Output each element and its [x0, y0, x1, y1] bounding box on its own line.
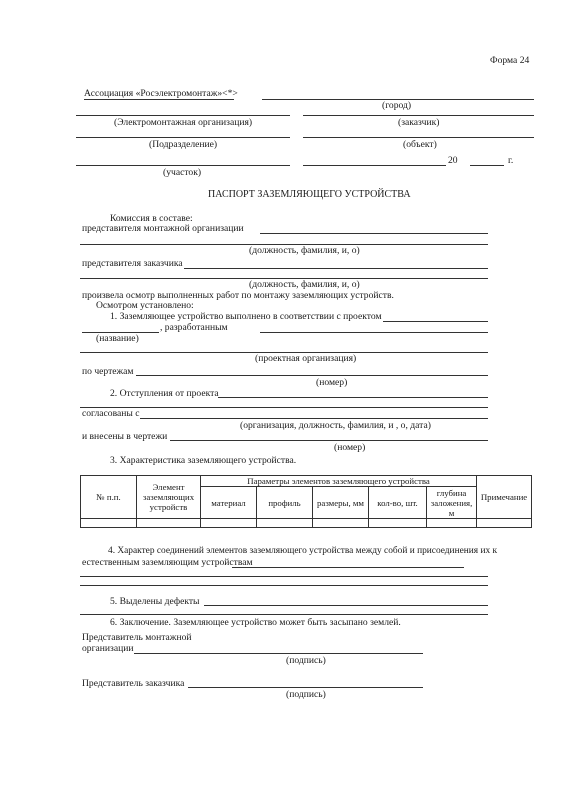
item4-text-2: естественным заземляющим устройствам [82, 557, 253, 568]
col-header-element: Элемент заземляющих устройств [137, 476, 201, 519]
col-header-params: Параметры элементов заземляющего устройства [201, 476, 477, 487]
agreed-caption: (организация, должность, фамилия, и , о, дата) [240, 420, 431, 431]
position-caption-2: (должность, фамилия, и, о) [249, 279, 360, 290]
division-line [76, 137, 290, 138]
installer-rep-line [260, 233, 488, 234]
commission-label: Комиссия в составе: [110, 213, 193, 224]
inspection-text: произвела осмотр выполненных работ по монтажу заземляющих устройств. [82, 290, 394, 301]
agreed-label: согласованы с [82, 408, 140, 419]
division-caption: (Подразделение) [149, 139, 218, 150]
item4-line-2 [80, 576, 488, 577]
year-line [470, 165, 504, 166]
entered-line [170, 440, 488, 441]
established-text: Осмотром установлено: [96, 300, 194, 311]
table-cell[interactable] [427, 519, 477, 528]
object-line [303, 137, 534, 138]
col-header-depth: глубина заложения, м [427, 487, 477, 519]
object-caption: (объект) [403, 139, 437, 150]
col-header-material: материал [201, 487, 257, 519]
customer-sig-line [188, 687, 423, 688]
date-line [303, 165, 446, 166]
section-caption: (участок) [163, 167, 202, 178]
customer-caption: (заказчик) [398, 117, 440, 128]
design-org-caption: (проектная организация) [255, 353, 357, 364]
installer-sig-line [134, 653, 423, 654]
table-cell[interactable] [257, 519, 313, 528]
col-header-note: Примечание [477, 476, 532, 519]
table-cell[interactable] [369, 519, 427, 528]
customer-line [303, 115, 534, 116]
item5-text: 5. Выделены дефекты [110, 596, 200, 607]
agreed-line [140, 418, 488, 419]
city-caption: (город) [382, 100, 412, 111]
item2-line-2 [80, 407, 488, 408]
association-label: Ассоциация «Росэлектромонтаж»<*> [84, 88, 238, 99]
signature-caption-2: (подпись) [286, 689, 326, 700]
org-line [76, 115, 290, 116]
item6-text: 6. Заключение. Заземляющее устройство может быть засыпано землей. [110, 617, 401, 628]
name-caption: (название) [96, 333, 139, 344]
characteristics-table [80, 475, 532, 528]
section-line [76, 165, 290, 166]
customer-sig-label: Представитель заказчика [82, 678, 185, 689]
table-cell[interactable] [313, 519, 369, 528]
customer-rep-line [184, 268, 488, 269]
org-caption: (Электромонтажная организация) [114, 117, 253, 128]
item4-line-3 [80, 585, 488, 586]
item3-text: 3. Характеристика заземляющего устройства. [110, 455, 297, 466]
item4-text: 4. Характер соединений элементов заземляющего устройства между собой и присоединения их к [108, 546, 498, 556]
col-header-count: кол-во, шт. [369, 487, 427, 519]
table-cell[interactable] [81, 519, 137, 528]
number-caption-2: (номер) [334, 442, 366, 453]
table-row [81, 519, 532, 528]
year-suffix: г. [508, 155, 514, 166]
table-cell[interactable] [137, 519, 201, 528]
drawings-line [136, 375, 488, 376]
table-cell[interactable] [201, 519, 257, 528]
item5-line-2 [80, 614, 488, 615]
developed-by-text: , разработанным [160, 322, 228, 333]
developed-by-line [260, 332, 488, 333]
installer-sig-label-2: организации [82, 643, 134, 654]
item4-line [232, 567, 464, 568]
table-cell[interactable] [477, 519, 532, 528]
item1-line [383, 321, 488, 322]
association-underline [84, 99, 234, 100]
page-title: ПАСПОРТ ЗАЗЕМЛЯЮЩЕГО УСТРОЙСТВА [208, 189, 411, 200]
number-caption: (номер) [316, 377, 348, 388]
year-prefix: 20 [448, 155, 458, 166]
item5-line [204, 605, 488, 606]
installer-rep-label: представителя монтажной организации [82, 223, 244, 234]
col-header-num: № п.п. [81, 476, 137, 519]
signature-caption: (подпись) [286, 655, 326, 666]
position-caption: (должность, фамилия, и, о) [249, 245, 360, 256]
form-number: Форма 24 [490, 55, 530, 66]
item2-text: 2. Отступления от проекта [110, 388, 219, 399]
item1-text: 1. Заземляющее устройство выполнено в соответствии с проектом [110, 311, 382, 322]
item2-line [218, 397, 488, 398]
col-header-profile: профиль [257, 487, 313, 519]
drawings-label: по чертежам [82, 366, 134, 377]
installer-sig-label: Представитель монтажной [82, 632, 192, 643]
entered-label: и внесены в чертежи [82, 431, 168, 442]
customer-rep-label: представителя заказчика [82, 258, 183, 269]
col-header-size: размеры, мм [313, 487, 369, 519]
